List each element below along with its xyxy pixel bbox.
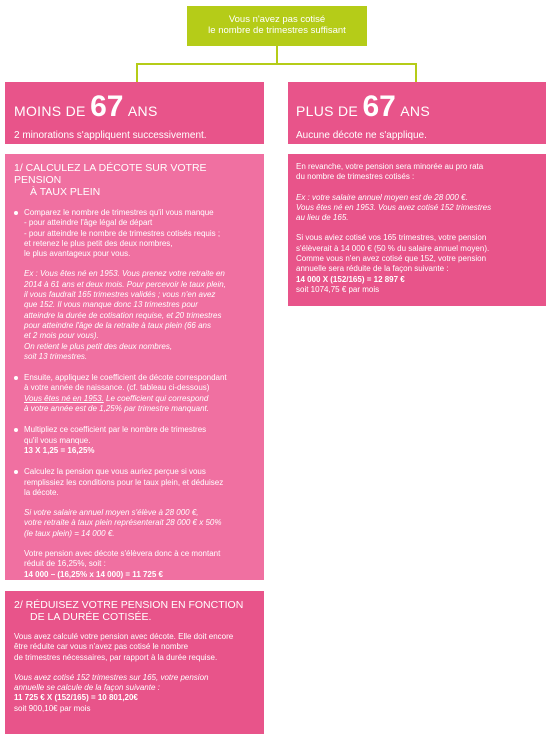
text-line: On retient le plus petit des deux nombres, [24, 341, 173, 351]
text-line: le plus avantageux pour vous. [24, 249, 131, 259]
text-line: Comparez le nombre de trimestres qu'il vous manque [24, 208, 214, 217]
text-line: la décote. [24, 487, 59, 497]
connector-left-branch [136, 63, 138, 82]
right-header-suffix: ANS [400, 103, 430, 119]
bullet-dot-icon [14, 376, 18, 380]
text-line: soit 900,10€ par mois [14, 703, 91, 713]
text-line: 2014 à 61 ans et deux mois. Pour percevoir le taux plein, [24, 279, 226, 289]
text-line: (le taux plein) = 14 000 €. [24, 528, 115, 538]
left-header-suffix: ANS [127, 103, 158, 119]
text-line: - pour atteindre le nombre de trimestres cotisés requis ; [24, 228, 221, 238]
step1-bullet-4 [14, 467, 256, 498]
right-header-subtitle: Aucune décote ne s'applique. [296, 130, 427, 141]
text-line: - pour atteindre l'âge légal de départ [24, 218, 153, 228]
connector-vertical-top [276, 46, 278, 64]
step1-title-line-2: À TAUX PLEIN [30, 186, 101, 198]
right-header-title [296, 90, 546, 124]
left-header-subtitle: 2 minorations s'appliquent successivement. [14, 130, 207, 141]
step1-bullet-2 [14, 373, 256, 414]
text-line: Vous avez cotisé 152 trimestres sur 165, votre pension [14, 672, 209, 682]
connector-right-branch [415, 63, 417, 82]
right-header-age: 67 [362, 90, 396, 123]
top-box-line-1: Vous n'avez pas cotisé [228, 14, 326, 25]
text-line: Vous êtes né en 1953. Vous avez cotisé 152 trimestres [296, 202, 492, 212]
bullet-dot-icon [14, 470, 18, 474]
step2-paragraph [14, 632, 256, 663]
text-line: Vous êtes né en 1953. [24, 393, 104, 403]
step1-example-2 [14, 508, 256, 539]
step1-example-1 [14, 269, 256, 362]
decision-top-box [187, 6, 367, 46]
left-header-box [5, 82, 264, 144]
text-line: et 2 mois pour vous). [24, 331, 99, 341]
text-line: Ex : votre salaire annuel moyen est de 28 000 €. [296, 192, 468, 202]
text-line: Votre pension avec décote s'élèvera donc à ce montant [24, 549, 221, 559]
text-line: votre retraite à taux plein représenterait 28 000 € x 50% [24, 518, 222, 528]
right-header-box [288, 82, 546, 144]
text-line: annuelle se calcule de la façon suivante : [14, 683, 160, 693]
left-header-age: 67 [90, 90, 124, 123]
step2-example [14, 673, 256, 714]
text-line: 13 X 1,25 = 16,25% [24, 445, 95, 455]
text-line: qu'il vous manque. [24, 435, 91, 445]
text-line: Comme vous n'en avez cotisé que 152, votre pension [296, 254, 487, 264]
text-line: Vous avez calculé votre pension avec décote. Elle doit encore [14, 632, 234, 641]
text-line: Si votre salaire annuel moyen s'élève à 28 000 €, [24, 508, 199, 518]
step2-title: 2/ RÉDUISEZ VOTRE PENSION EN FONCTION [14, 599, 244, 611]
step2-title-line-2: DE LA DURÉE COTISÉE. [30, 611, 152, 623]
left-header-title [14, 90, 264, 124]
text-line: être réduite car vous n'avez pas cotisé le nombre [14, 642, 189, 652]
text-line: annuelle sera réduite de la façon suivante : [296, 264, 449, 274]
step1-bullet-1 [14, 208, 256, 259]
text-line: de trimestres nécessaires, par rapport à la durée requise. [14, 652, 218, 662]
bullet-dot-icon [14, 211, 18, 215]
text-line: Ex : Vous êtes né en 1953. Vous prenez votre retraite en [24, 269, 225, 279]
step1-title: 1/ CALCULEZ LA DÉCOTE SUR VOTRE PENSION [14, 162, 207, 186]
right-panel-formula: 14 000 X (152/165) = 12 897 € [296, 274, 405, 284]
text-line: remplissiez les conditions pour le taux plein, et déduisez [24, 477, 224, 487]
right-panel-calculation [296, 233, 538, 295]
text-line: Le coefficient qui correspond [106, 393, 209, 403]
text-line: Multipliez ce coefficient par le nombre de trimestres [24, 425, 207, 435]
text-line: à votre année de naissance. (cf. tableau ci-dessous) [24, 383, 210, 393]
text-line: pour atteindre l'âge de la retraite à taux plein (66 ans [24, 320, 211, 330]
text-line: s'élèverait à 14 000 € (50 % du salaire annuel moyen). [296, 243, 490, 253]
text-line: soit 13 trimestres. [24, 351, 88, 361]
text-line: Calculez la pension que vous auriez perçue si vous [24, 467, 206, 477]
text-line: à votre année est de 1,25% par trimestre manquant. [24, 404, 209, 414]
text-line: En revanche, votre pension sera minorée au pro rata [296, 162, 484, 171]
text-line: du nombre de trimestres cotisés : [296, 172, 415, 182]
step1-panel [5, 154, 264, 580]
connector-horizontal [136, 63, 417, 65]
right-panel-example [296, 193, 538, 224]
text-line: Si vous aviez cotisé vos 165 trimestres, votre pension [296, 233, 487, 243]
text-line: soit 1074,75 € par mois [296, 284, 380, 294]
right-panel [288, 154, 546, 306]
step1-bullet-3 [14, 425, 256, 456]
step1-result-formula: 14 000 – (16,25% x 14 000) = 11 725 € [24, 569, 164, 579]
text-line: il vous faudrait 165 trimestres validés ; vous n'en avez [24, 290, 216, 300]
step1-result [14, 549, 256, 580]
bullet-dot-icon [14, 428, 18, 432]
text-line: au lieu de 165. [296, 213, 349, 223]
left-header-prefix: MOINS DE [14, 103, 86, 119]
text-line: atteindre la durée de cotisation requise, et 20 trimestres [24, 310, 222, 320]
text-line: et retenez le plus petit des deux nombres, [24, 238, 173, 248]
step2-formula: 11 725 € X (152/165) = 10 801,20€ [14, 693, 138, 703]
top-box-line-2: le nombre de trimestres suffisant [208, 25, 346, 36]
text-line: Ensuite, appliquez le coefficient de décote correspondant [24, 373, 227, 383]
step2-panel [5, 591, 264, 734]
text-line: que 152. Il vous manque donc 13 trimestres pour [24, 300, 198, 310]
right-header-prefix: PLUS DE [296, 103, 359, 119]
text-line: réduit de 16,25%, soit : [24, 559, 106, 569]
right-panel-intro [296, 162, 538, 183]
